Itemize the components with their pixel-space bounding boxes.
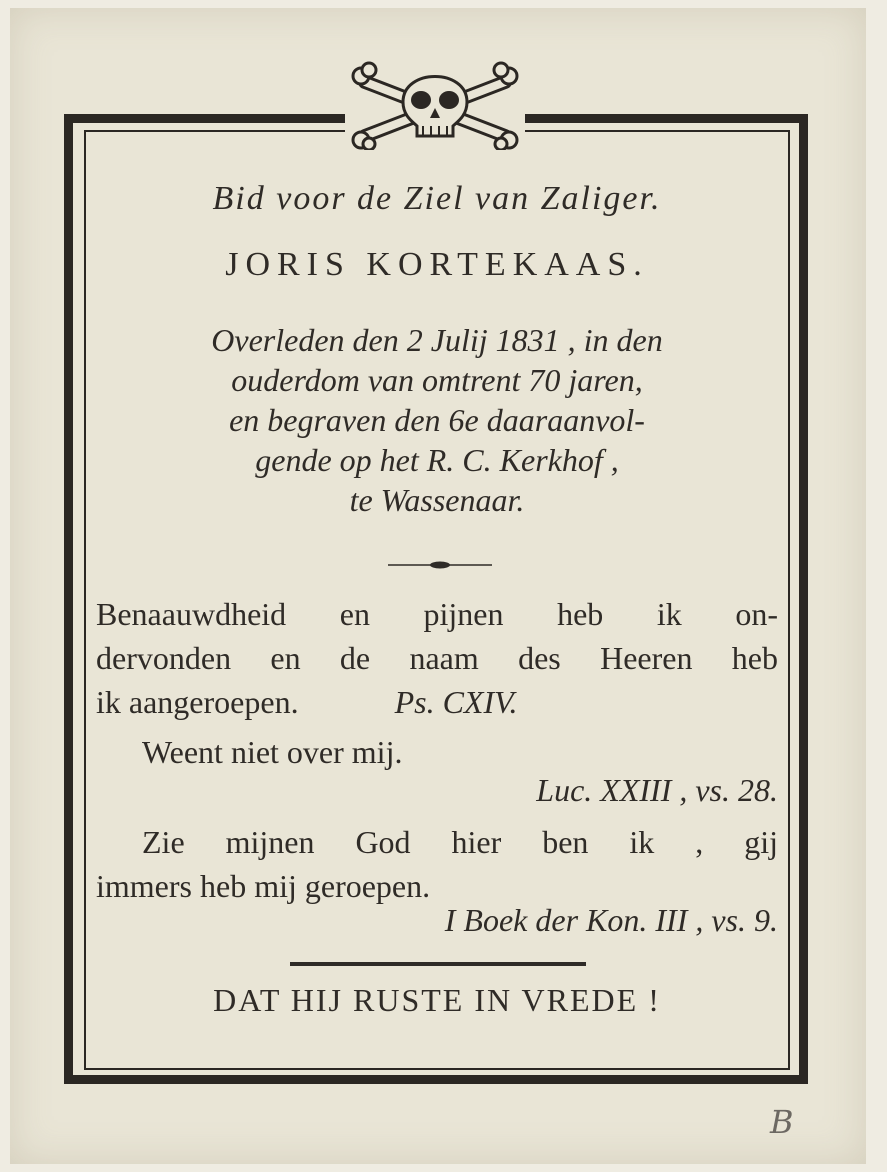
- psalm-quote: [96, 592, 778, 724]
- psalm-line-3-text: ik aangeroepen.: [96, 684, 299, 720]
- ornamental-divider: [388, 555, 492, 565]
- collector-mark: B: [770, 1103, 794, 1141]
- death-line-2: ouderdom van omtrent 70 jaren,: [231, 362, 643, 398]
- psalm-line-1: Benaauwdheid en pijnen heb ik on-: [96, 596, 778, 632]
- psalm-line-2: dervonden en de naam des Heeren heb: [96, 640, 778, 676]
- kings-line-1: Zie mijnen God hier ben ik , gij: [142, 824, 778, 860]
- kings-reference: I Boek der Kon. III , vs. 9.: [444, 902, 778, 938]
- luke-reference: Luc. XXIII , vs. 28.: [536, 772, 778, 808]
- psalm-line-3: [96, 680, 778, 724]
- horizontal-rule: [290, 962, 586, 966]
- death-notice: [96, 320, 778, 520]
- closing-line: DAT HIJ RUSTE IN VREDE !: [213, 982, 661, 1018]
- death-line-3: en begraven den 6e daaraanvol-: [229, 402, 645, 438]
- kings-line-2: immers heb mij geroepen.: [96, 868, 431, 904]
- kings-quote: [96, 820, 778, 908]
- luke-quote: Weent niet over mij.: [142, 734, 403, 770]
- death-line-5: te Wassenaar.: [349, 482, 525, 518]
- death-line-4: gende op het R. C. Kerkhof ,: [255, 442, 619, 478]
- death-line-1: Overleden den 2 Julij 1831 , in den: [211, 322, 663, 358]
- skull-and-crossbones-icon: [345, 54, 525, 150]
- deceased-name: JORIS KORTEKAAS.: [225, 246, 649, 283]
- prayer-heading: Bid voor de Ziel van Zaliger.: [212, 180, 662, 217]
- psalm-reference: Ps. CXIV.: [394, 684, 518, 720]
